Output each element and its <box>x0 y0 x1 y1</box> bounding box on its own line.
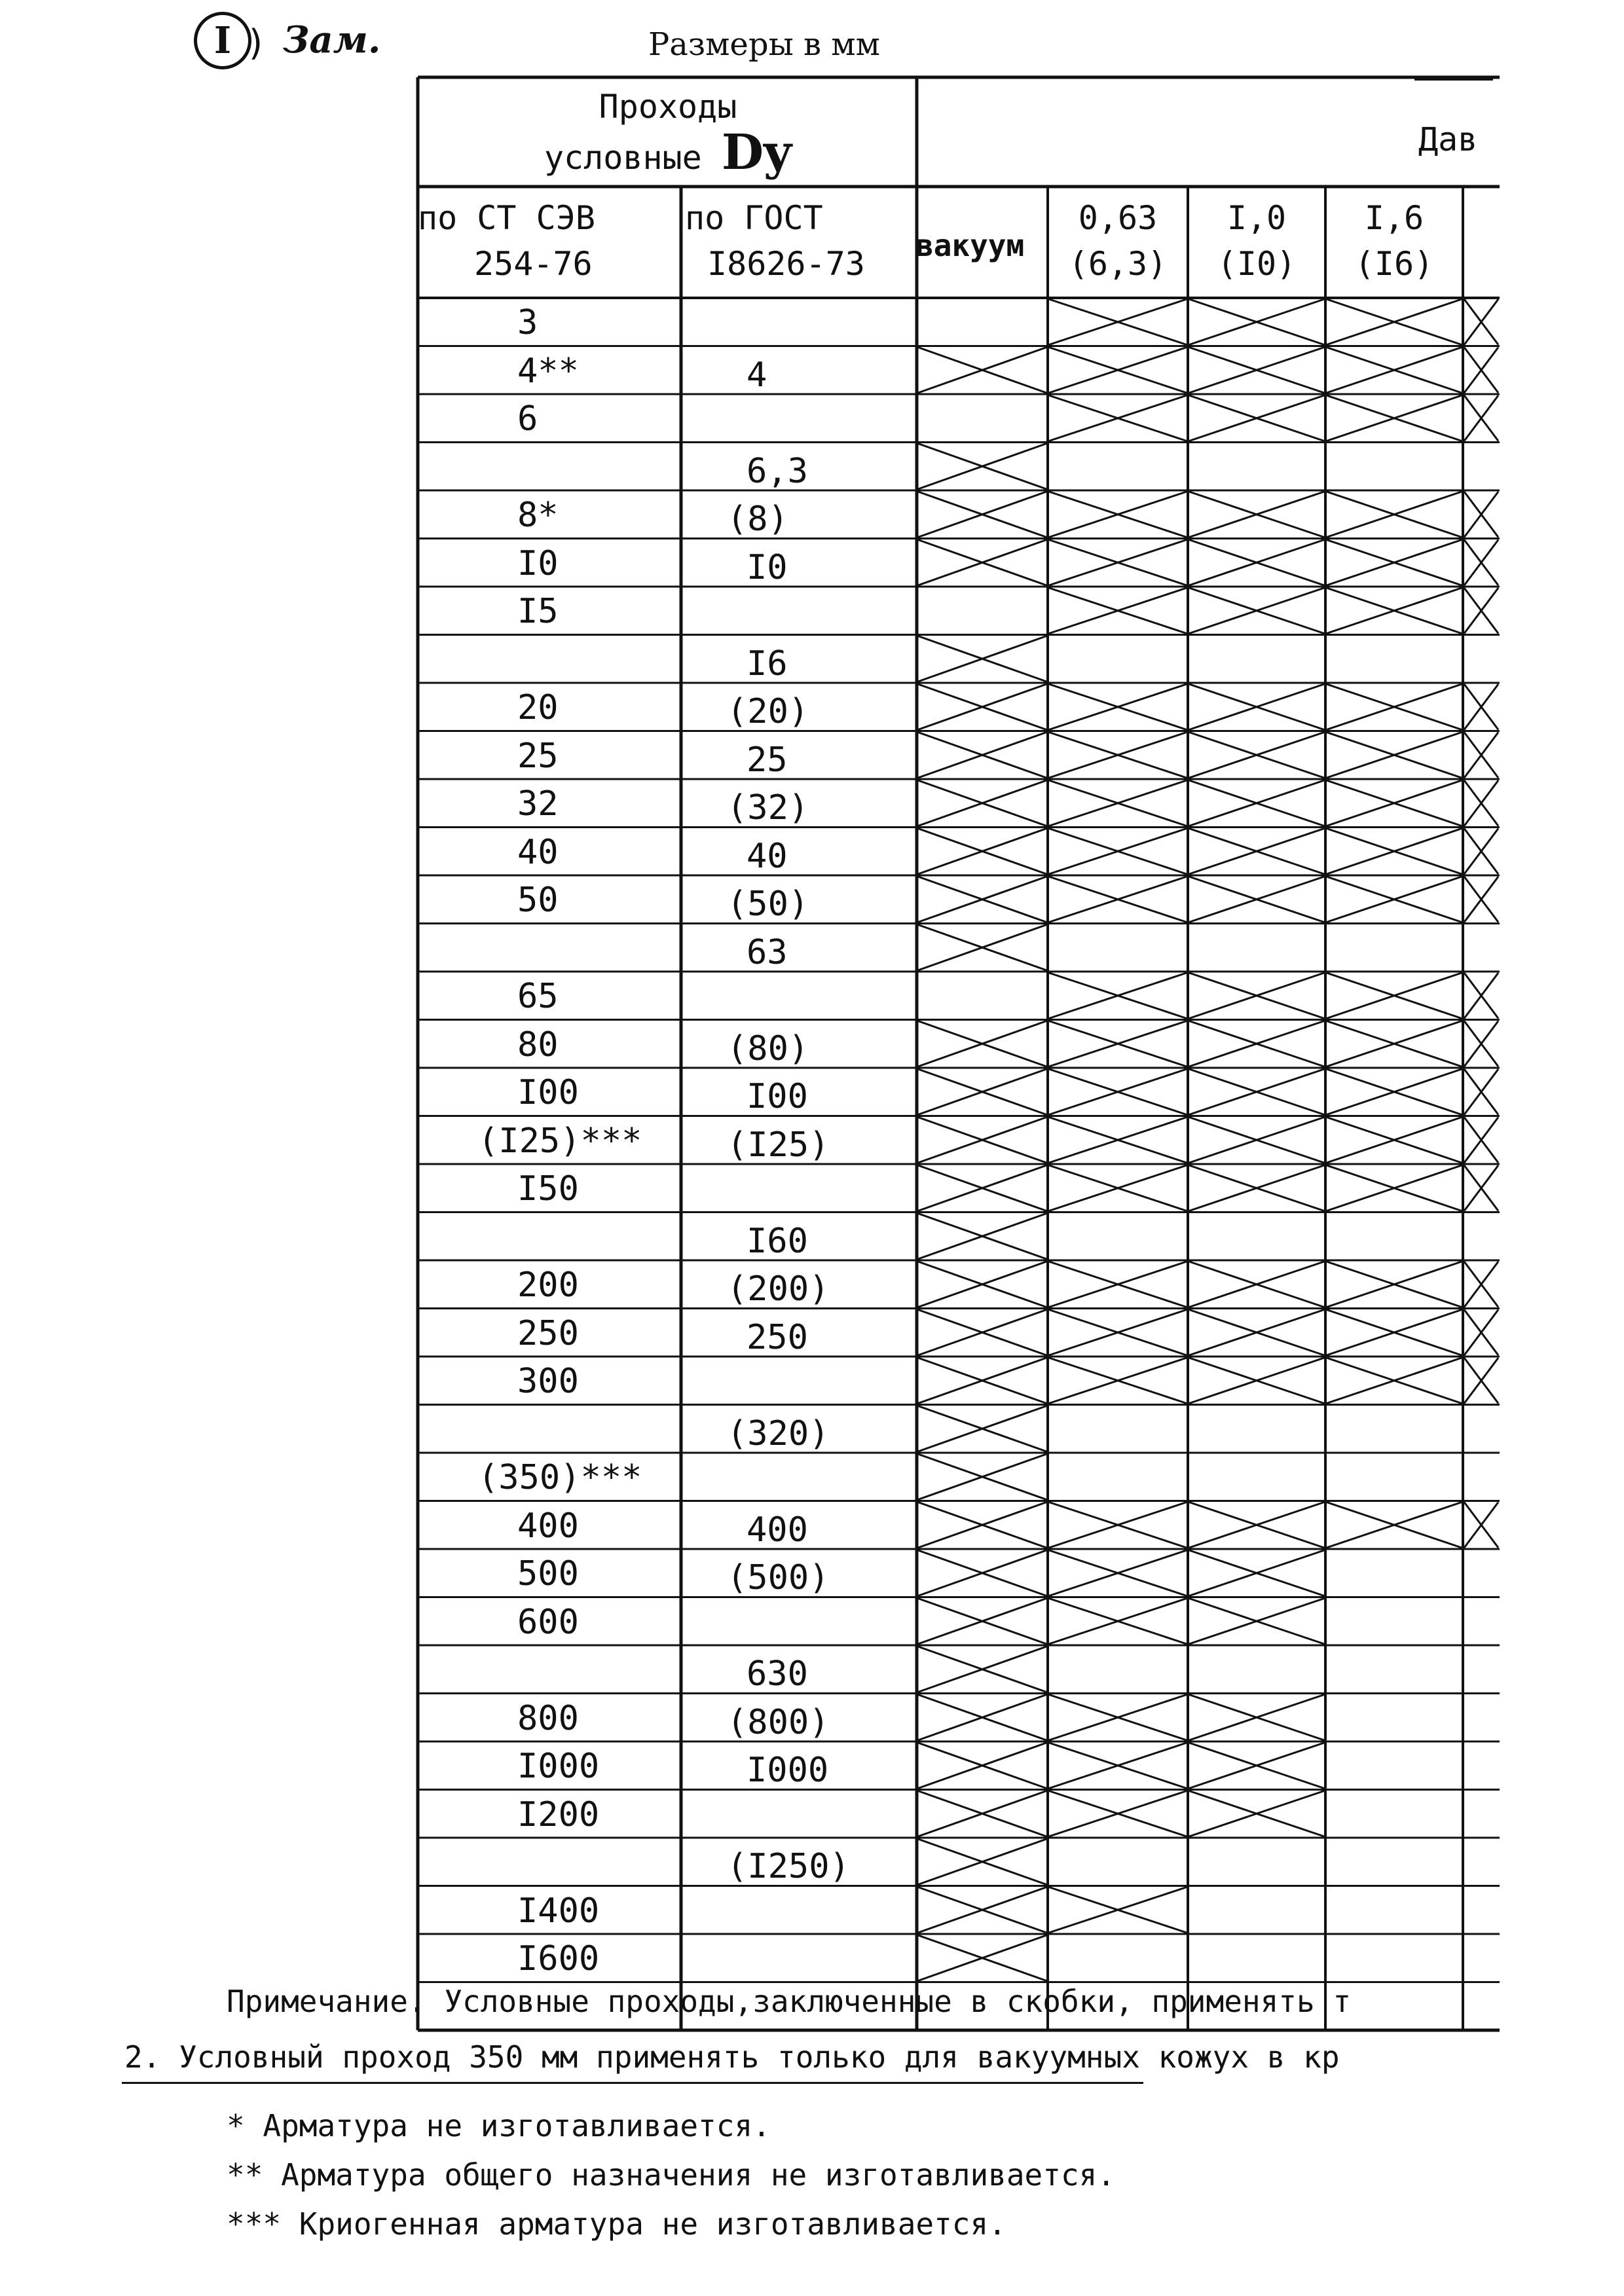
cell-gost: (8) <box>727 500 788 539</box>
col-header-sev-line1: по СТ СЭВ <box>418 199 595 237</box>
cell-sev: 800 <box>517 1698 579 1738</box>
col-header-p16-line1: I,6 <box>1364 199 1424 237</box>
note-line-2: 2. Условный проход 350 мм применять только для вакуумных кожух в кр <box>124 2039 1340 2075</box>
cell-sev: 300 <box>517 1362 579 1401</box>
col-header-p10 <box>1188 195 1325 287</box>
cell-sev: 200 <box>517 1266 579 1305</box>
col-header-p10-line2: (I0) <box>1217 245 1297 283</box>
cell-gost: 63 <box>747 932 788 972</box>
col-header-sev-line2: 254-76 <box>474 245 593 283</box>
cell-gost: 4 <box>747 355 767 395</box>
revision-label: Зам. <box>283 18 381 62</box>
cell-sev: 8* <box>517 496 559 535</box>
cell-sev: 50 <box>517 881 559 920</box>
col-header-p063-line1: 0,63 <box>1078 199 1158 237</box>
cell-gost: 400 <box>747 1510 808 1550</box>
cell-sev: I200 <box>517 1795 600 1834</box>
group-header-line2: условные Dy <box>544 124 792 181</box>
cell-sev: 25 <box>517 736 559 776</box>
cell-gost: (320) <box>727 1413 830 1453</box>
cell-gost: (800) <box>727 1702 830 1742</box>
cell-gost: 630 <box>747 1654 808 1694</box>
cell-gost: 250 <box>747 1317 808 1357</box>
cell-gost: (20) <box>727 692 809 731</box>
cell-sev: I600 <box>517 1939 600 1978</box>
cell-sev: 32 <box>517 784 559 824</box>
cell-gost: (I250) <box>727 1847 850 1886</box>
cell-gost: I000 <box>747 1751 829 1790</box>
col-header-gost-line2: I8626-73 <box>707 245 865 283</box>
cell-sev: 4** <box>517 351 579 391</box>
pressure-header: Дав <box>1418 120 1478 158</box>
col-header-gost <box>685 195 927 287</box>
col-header-p063 <box>1048 195 1188 287</box>
note-line-1: Примечание. Условные проходы,заключенные в скобки, применять т <box>227 1984 1352 2019</box>
cell-gost: I00 <box>747 1077 808 1116</box>
group-header <box>419 84 917 181</box>
cell-gost: 6,3 <box>747 451 808 491</box>
cell-gost: (80) <box>727 1029 809 1068</box>
cell-sev: 3 <box>517 303 538 342</box>
cell-sev: I400 <box>517 1891 600 1931</box>
col-header-p10-line1: I,0 <box>1227 199 1287 237</box>
sizes-unit-caption: Размеры в мм <box>648 26 880 63</box>
cell-sev: 40 <box>517 832 559 872</box>
cell-sev: 250 <box>517 1313 579 1353</box>
cell-sev: I000 <box>517 1747 600 1786</box>
dy-symbol: Dy <box>721 124 792 181</box>
footnote-1: * Арматура не изготавливается. <box>227 2108 771 2143</box>
cell-sev: 600 <box>517 1602 579 1642</box>
cell-sev: 500 <box>517 1554 579 1594</box>
cell-sev: (350)*** <box>478 1458 642 1497</box>
note-underline <box>122 2082 1143 2084</box>
cell-gost: (32) <box>727 788 809 828</box>
cell-sev: 20 <box>517 688 559 727</box>
col-header-vacuum: вакуум <box>915 228 1025 263</box>
cell-sev: (I25)*** <box>478 1121 642 1161</box>
col-header-p063-line2: (6,3) <box>1068 245 1168 283</box>
cell-gost: 25 <box>747 740 788 780</box>
cell-gost: I0 <box>747 547 788 587</box>
col-header-p16 <box>1325 195 1463 287</box>
footnote-2: ** Арматура общего назначения не изготавливается. <box>227 2157 1116 2193</box>
cell-gost: (50) <box>727 884 809 924</box>
cell-gost: I6 <box>747 644 788 683</box>
revision-circle-mark: I <box>194 12 251 69</box>
cell-gost: I60 <box>747 1221 808 1261</box>
col-header-gost-line1: по ГОСТ <box>685 199 823 237</box>
cell-sev: 80 <box>517 1025 559 1065</box>
footnote-3: *** Криогенная арматура не изготавливается. <box>227 2206 1006 2242</box>
group-header-line1: Проходы <box>599 88 737 126</box>
cell-sev: 400 <box>517 1506 579 1546</box>
col-header-p16-line2: (I6) <box>1354 245 1434 283</box>
revision-mark-tail: ) <box>249 22 263 64</box>
cell-sev: 65 <box>517 977 559 1016</box>
cell-sev: 6 <box>517 399 538 439</box>
cell-sev: I5 <box>517 592 559 631</box>
cell-sev: I0 <box>517 543 559 583</box>
cell-gost: (I25) <box>727 1125 830 1165</box>
cell-gost: (500) <box>727 1558 830 1597</box>
cell-sev: I00 <box>517 1073 579 1112</box>
col-header-sev <box>418 195 680 287</box>
cell-gost: (200) <box>727 1269 830 1309</box>
cell-gost: 40 <box>747 836 788 876</box>
cell-sev: I50 <box>517 1169 579 1209</box>
